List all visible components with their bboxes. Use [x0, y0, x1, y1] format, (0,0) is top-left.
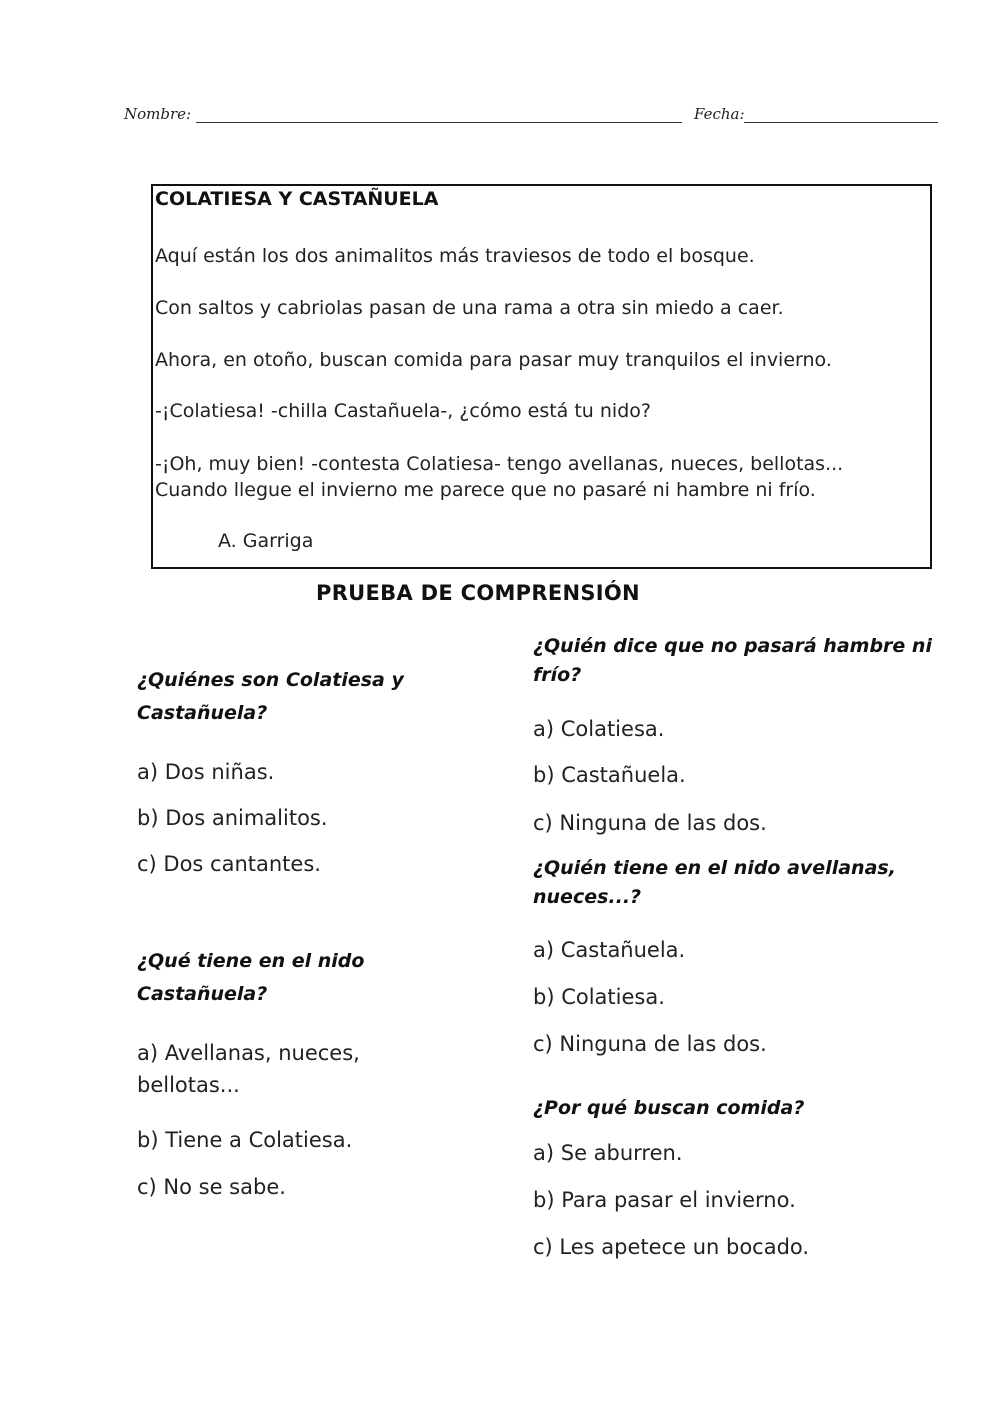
story-box: [151, 184, 932, 569]
question-4-option-b[interactable]: b) Colatiesa.: [533, 985, 665, 1009]
question-1-option-b[interactable]: b) Dos animalitos.: [137, 806, 328, 830]
question-5-option-a[interactable]: a) Se aburren.: [533, 1141, 683, 1165]
question-1: ¿Quiénes son Colatiesa y Castañuela?: [137, 669, 404, 724]
story-title: COLATIESA Y CASTAÑUELA: [155, 188, 439, 210]
story-paragraph: -¡Oh, muy bien! -contesta Colatiesa- tengo avellanas, nueces, bellotas...: [155, 453, 844, 475]
question-3-option-a[interactable]: a) Colatiesa.: [533, 717, 665, 741]
question-3-option-b[interactable]: b) Castañuela.: [533, 763, 686, 787]
question-2-option-b[interactable]: b) Tiene a Colatiesa.: [137, 1128, 353, 1152]
question-4-option-a[interactable]: a) Castañuela.: [533, 938, 686, 962]
story-author: A. Garriga: [218, 530, 314, 552]
question-2-option-c[interactable]: c) No se sabe.: [137, 1175, 286, 1199]
name-label: Nombre:: [124, 105, 192, 123]
question-3: ¿Quién dice que no pasará hambre ni frío?: [533, 635, 932, 686]
question-4: ¿Quién tiene en el nido avellanas, nueces...?: [533, 857, 896, 908]
story-paragraph: Aquí están los dos animalitos más traviesos de todo el bosque.: [155, 245, 755, 267]
date-field-line[interactable]: [744, 122, 938, 123]
name-field-line[interactable]: [196, 122, 682, 123]
date-label: Fecha:: [694, 105, 745, 123]
story-paragraph: Cuando llegue el invierno me parece que no pasaré ni hambre ni frío.: [155, 479, 816, 501]
question-5-option-c[interactable]: c) Les apetece un bocado.: [533, 1235, 810, 1259]
question-5-option-b[interactable]: b) Para pasar el invierno.: [533, 1188, 796, 1212]
question-3-option-c[interactable]: c) Ninguna de las dos.: [533, 811, 767, 835]
question-2-option-a[interactable]: a) Avellanas, nueces, bellotas...: [137, 1041, 360, 1097]
section-title: PRUEBA DE COMPRENSIÓN: [316, 581, 640, 605]
story-paragraph: Ahora, en otoño, buscan comida para pasar muy tranquilos el invierno.: [155, 349, 832, 371]
question-5: ¿Por qué buscan comida?: [533, 1097, 805, 1119]
question-1-option-c[interactable]: c) Dos cantantes.: [137, 852, 321, 876]
story-paragraph: -¡Colatiesa! -chilla Castañuela-, ¿cómo está tu nido?: [155, 400, 651, 422]
question-2: ¿Qué tiene en el nido Castañuela?: [137, 950, 365, 1005]
story-paragraph: Con saltos y cabriolas pasan de una rama a otra sin miedo a caer.: [155, 297, 784, 319]
question-1-option-a[interactable]: a) Dos niñas.: [137, 760, 275, 784]
question-4-option-c[interactable]: c) Ninguna de las dos.: [533, 1032, 767, 1056]
